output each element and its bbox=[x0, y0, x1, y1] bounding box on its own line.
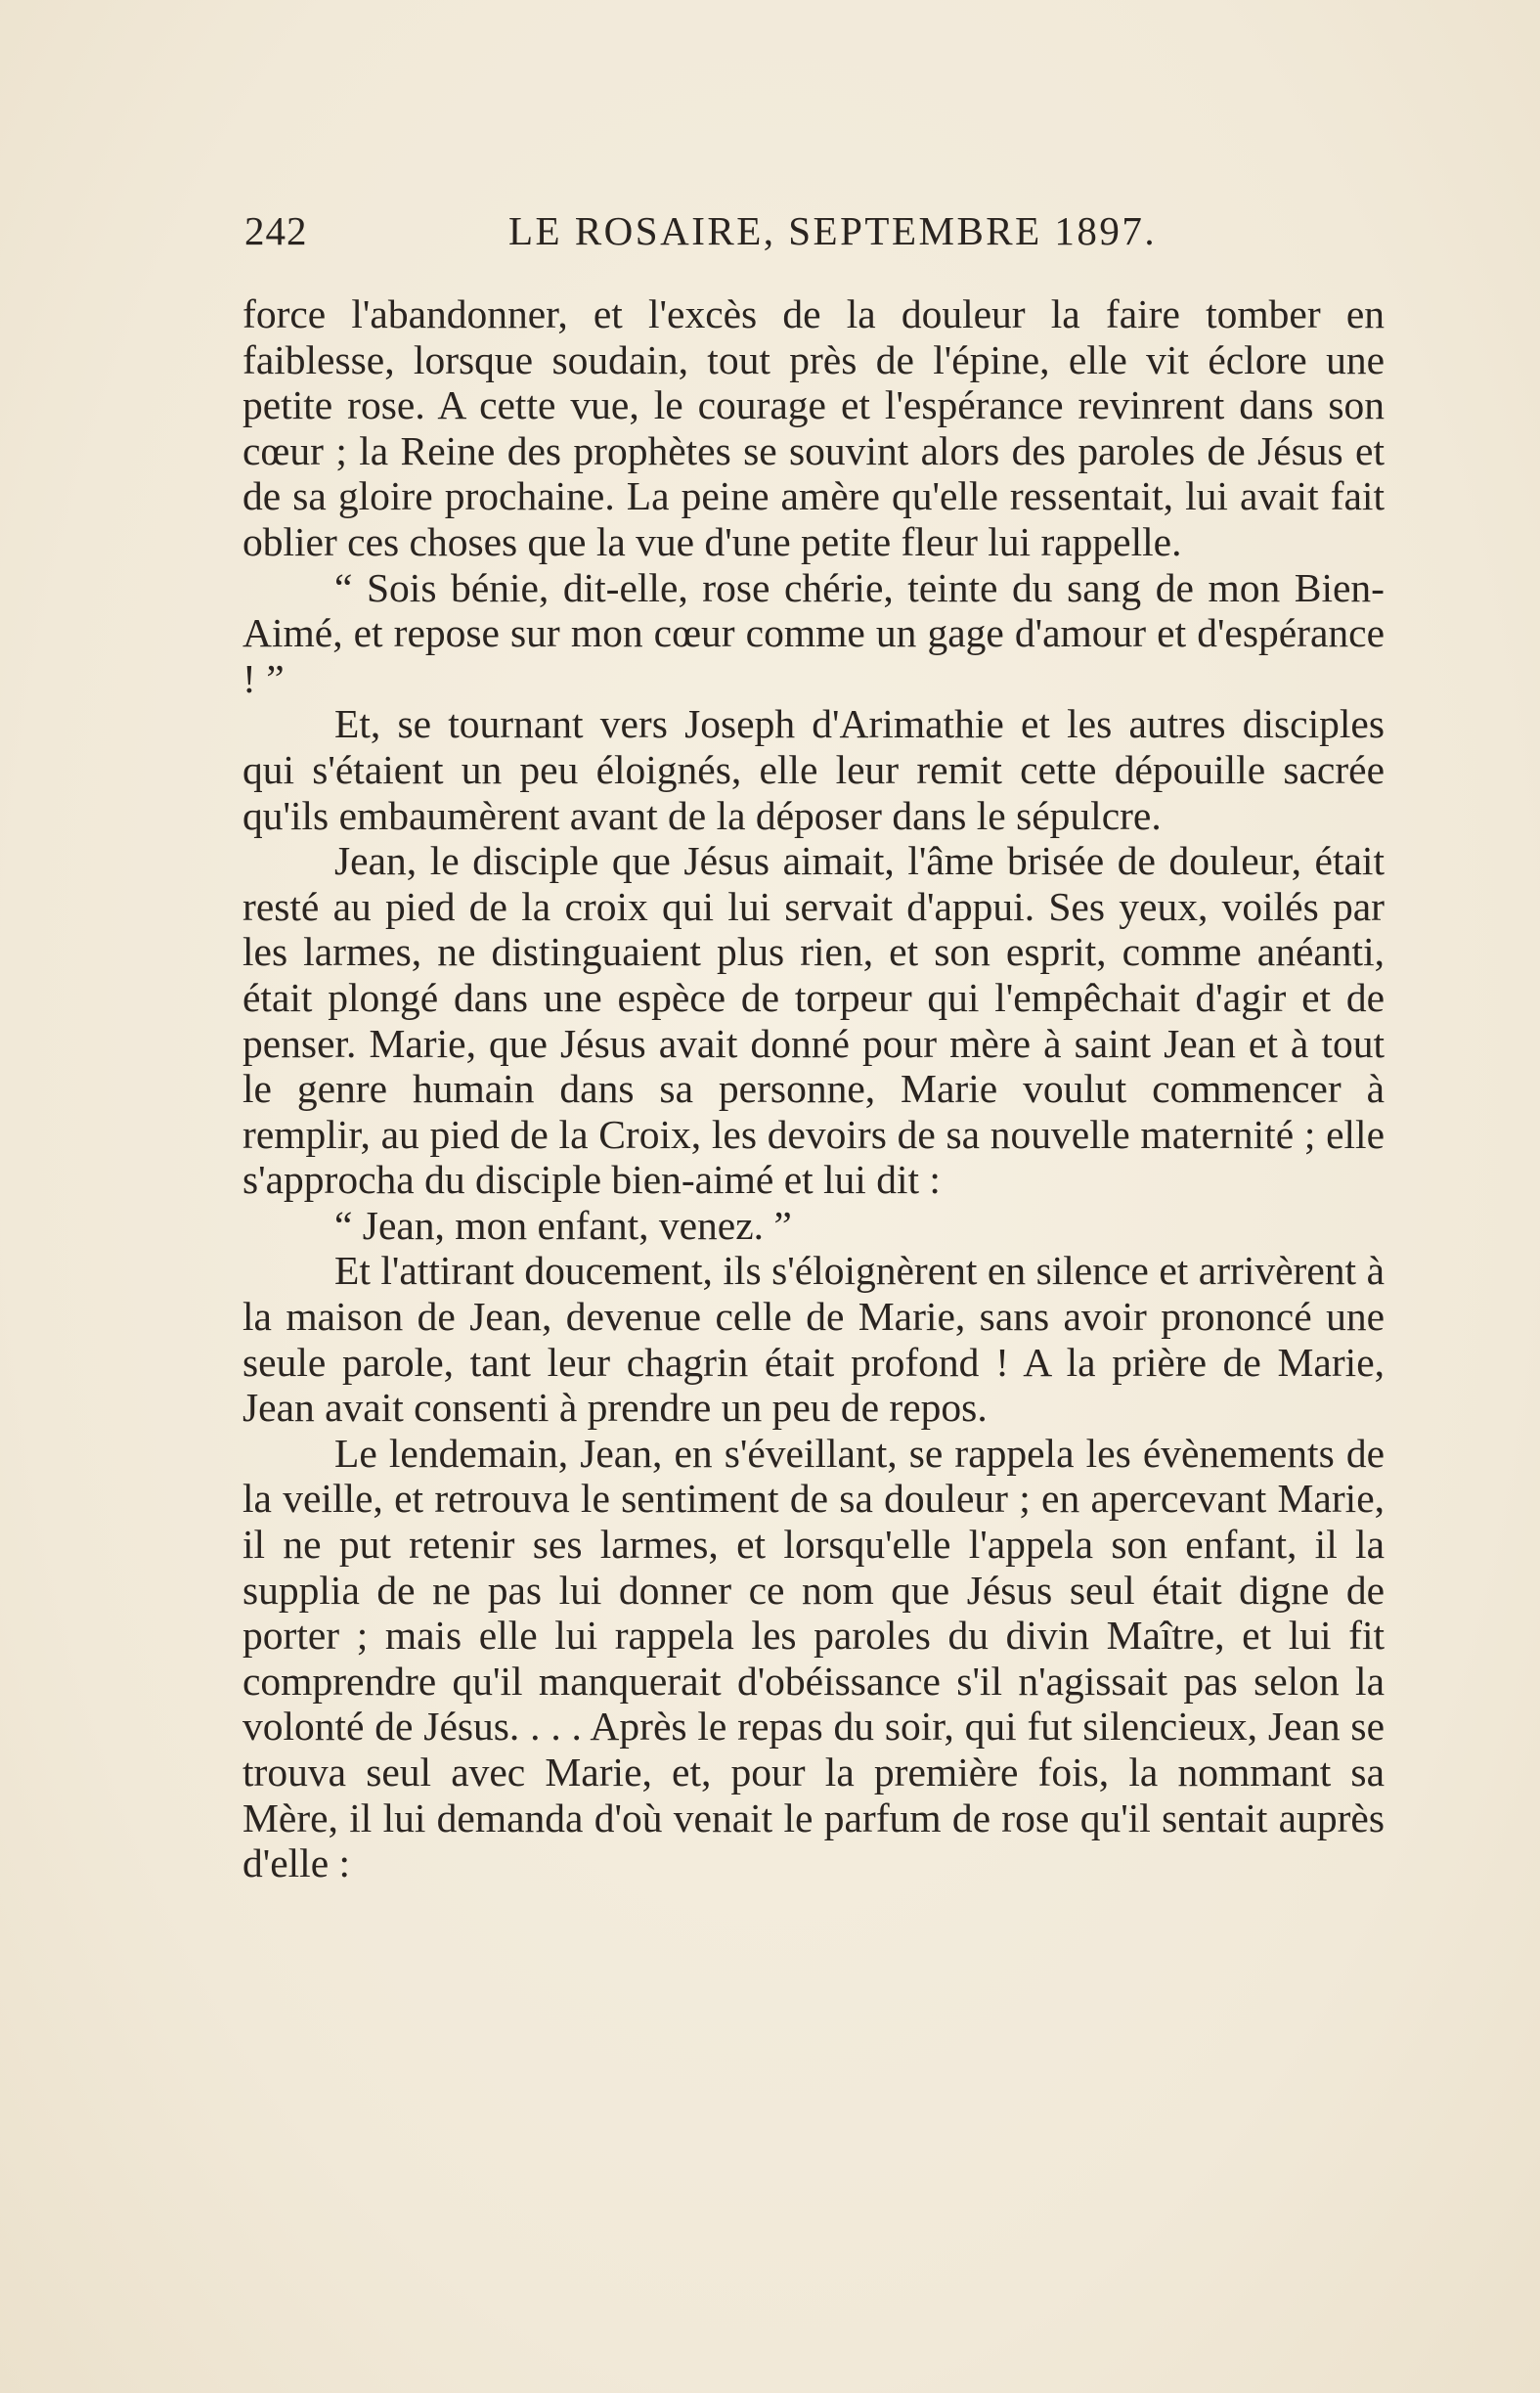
running-title: LE ROSAIRE, SEPTEMBRE 1897. bbox=[508, 208, 1158, 253]
paragraph-continued: force l'abandonner, et l'excès de la douleur la faire tomber en faiblesse, lorsque soudain, tout près de l'épine, elle vit éclore une petite rose. A cette vue, le courage et l'espérance revinrent dans son cœur ; la Reine des prophètes se souvint alors des paroles de Jésus et de sa gloire prochaine. La peine amère qu'elle ressentait, lui avait fait oblier ces choses que la vue d'une petite fleur lui rappelle. bbox=[242, 291, 1385, 564]
page-number: 242 bbox=[244, 208, 308, 253]
paragraph-jean-disciple: Jean, le disciple que Jésus aimait, l'âme brisée de douleur, était resté au pied de la croix qui lui servait d'appui. Ses yeux, voilés par les larmes, ne distinguaient plus rien, et son esprit, comme anéanti, était plongé dans une espèce de torpeur qui l'empêchait d'agir et de penser. Marie, que Jésus avait donné pour mère à saint Jean et à tout le genre humain dans sa personne, Marie voulut commencer à remplir, au pied de la Croix, les devoirs de sa nouvelle maternité ; elle s'approcha du disciple bien-aimé et lui dit : bbox=[242, 838, 1385, 1203]
paragraph-quote-rose: “ Sois bénie, dit-elle, rose chérie, teinte du sang de mon Bien-Aimé, et repose sur mon cœur comme un gage d'amour et d'espérance ! ” bbox=[242, 564, 1385, 701]
paragraph-lendemain: Le lendemain, Jean, en s'éveillant, se rappela les évènements de la veille, et retrouva le sentiment de sa douleur ; en apercevant Marie, il ne put retenir ses larmes, et lorsqu'elle l'appela son enfant, il la supplia de ne pas lui donner ce nom que Jésus seul était digne de porter ; mais elle lui rappela les paroles du divin Maître, et lui fit comprendre qu'il manquerait d'obéissance s'il n'agissait pas selon la volonté de Jésus. . . . Après le repas du soir, qui fut silencieux, Jean se trouva seul avec Marie, et, pour la première fois, la nommant sa Mère, il lui demanda d'où venait le parfum de rose qu'il sentait auprès d'elle : bbox=[242, 1430, 1385, 1886]
paragraph-maison: Et l'attirant doucement, ils s'éloignèrent en silence et arrivèrent à la maison de Jean, devenue celle de Marie, sans avoir prononcé une seule parole, tant leur chagrin était profond ! A la prière de Marie, Jean avait consenti à prendre un peu de repos. bbox=[242, 1248, 1385, 1431]
paragraph-joseph: Et, se tournant vers Joseph d'Arimathie et les autres disciples qui s'étaient un peu éloignés, elle leur remit cette dépouille sacrée qu'ils embaumèrent avant de la déposer dans le sépulcre. bbox=[242, 701, 1385, 838]
paragraph-quote-jean: “ Jean, mon enfant, venez. ” bbox=[334, 1202, 792, 1248]
page-header bbox=[244, 207, 1379, 266]
body-text bbox=[242, 291, 1385, 1886]
